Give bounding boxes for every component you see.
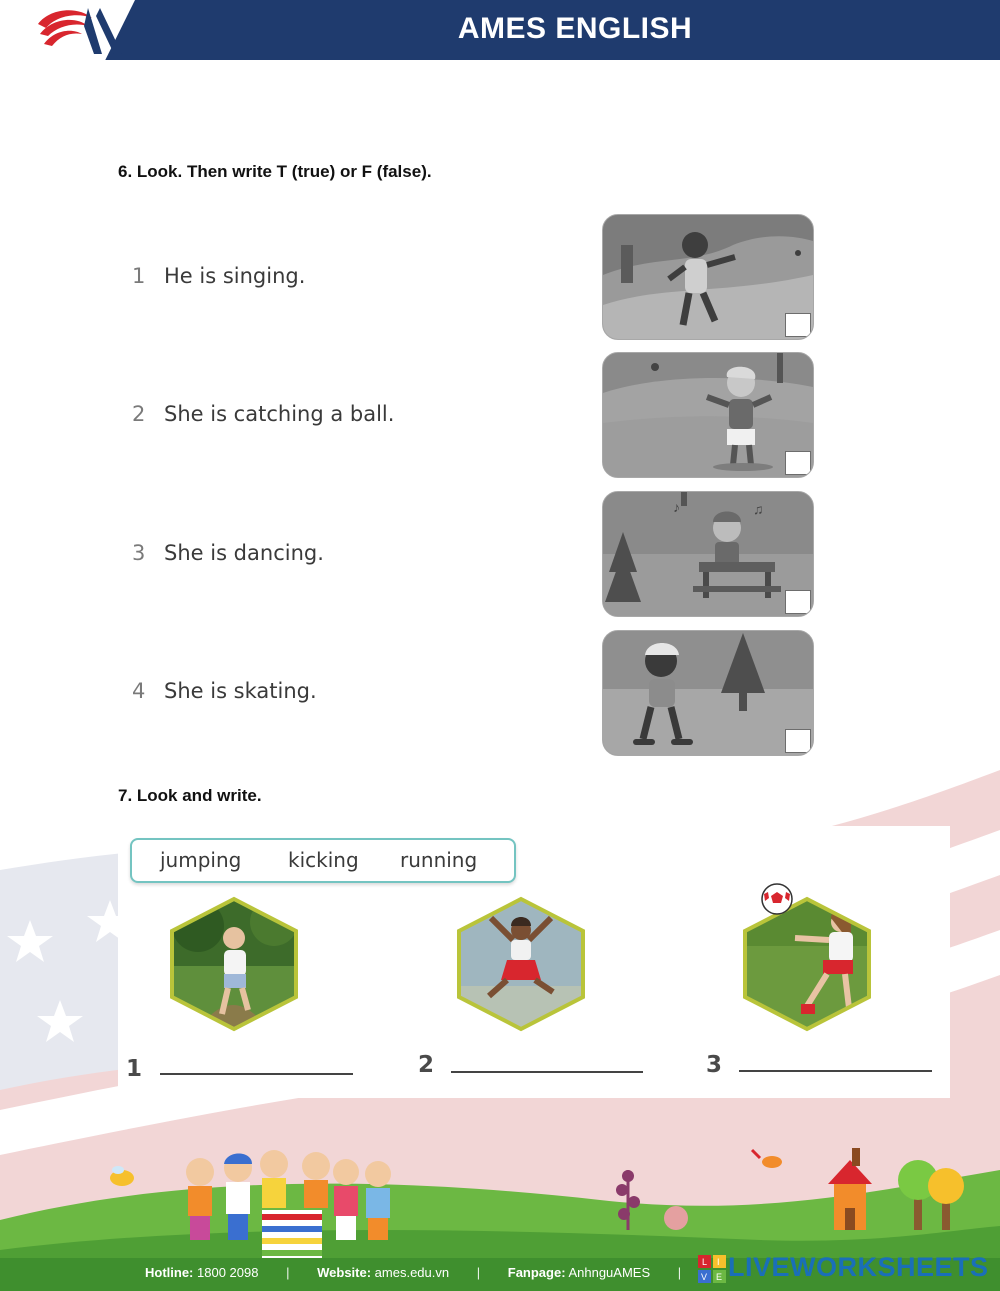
- picture-girl-with-hands-out: [602, 352, 814, 478]
- photo-boy-running: [168, 896, 300, 1032]
- liveworksheets-watermark: LIVEWORKSHEETS: [728, 1252, 989, 1282]
- svg-text:♫: ♫: [753, 501, 764, 517]
- answer-box-3[interactable]: [785, 590, 811, 614]
- website-label: Website:: [317, 1265, 372, 1280]
- exercise-6-title: 6. Look. Then write T (true) or F (false).: [118, 162, 432, 181]
- write-number-2: 2: [418, 1052, 435, 1078]
- fanpage-value[interactable]: AnhnguAMES: [568, 1265, 651, 1280]
- picture-girl-on-skates: [602, 630, 814, 756]
- write-line-3[interactable]: [739, 1070, 932, 1072]
- sentence-number: 3: [132, 541, 146, 565]
- footer-separator: |: [677, 1265, 682, 1280]
- answer-box-2[interactable]: [785, 451, 811, 475]
- photo-girl-kicking-ball: [741, 896, 873, 1032]
- exercise-7-title: 7. Look and write.: [118, 786, 262, 805]
- footer-contact: [145, 1265, 708, 1282]
- sentence-text: She is dancing.: [164, 541, 324, 565]
- sentence-number: 4: [132, 679, 146, 703]
- picture-girl-on-bench: [602, 491, 814, 617]
- fanpage-label: Fanpage:: [507, 1265, 566, 1280]
- word-bank-item: kicking: [288, 848, 359, 872]
- hotline-label: Hotline:: [145, 1265, 194, 1280]
- sentence-1: [132, 264, 305, 288]
- photo-girl-jumping: [455, 896, 587, 1032]
- write-number-3: 3: [706, 1052, 723, 1078]
- sentence-text: She is skating.: [164, 679, 317, 703]
- word-bank-item: running: [400, 848, 478, 872]
- svg-text:L: L: [702, 1257, 708, 1267]
- svg-text:E: E: [716, 1272, 723, 1282]
- write-number-1: 1: [126, 1056, 143, 1082]
- picture-boy-walking: [602, 214, 814, 340]
- website-value[interactable]: ames.edu.vn: [374, 1265, 450, 1280]
- sentence-number: 1: [132, 264, 146, 288]
- footer-separator: |: [286, 1265, 290, 1280]
- soccer-ball-icon: [760, 882, 794, 916]
- page-title: AMES ENGLISH: [457, 12, 693, 45]
- sentence-text: He is singing.: [164, 264, 306, 288]
- hotline-value: 1800 2098: [197, 1265, 259, 1280]
- write-line-2[interactable]: [451, 1071, 643, 1073]
- svg-text:♪: ♪: [673, 499, 680, 515]
- svg-text:I: I: [717, 1257, 720, 1267]
- word-bank-item: jumping: [160, 848, 242, 872]
- sentence-2: [132, 402, 394, 426]
- word-bank: [130, 838, 516, 883]
- liveworksheets-badge-icon: [698, 1255, 726, 1283]
- answer-box-4[interactable]: [785, 729, 811, 753]
- sentence-3: [132, 541, 324, 565]
- sentence-4: [132, 679, 317, 703]
- answer-box-1[interactable]: [785, 313, 811, 337]
- ames-logo-icon: [30, 4, 130, 58]
- sentence-text: She is catching a ball.: [164, 402, 395, 426]
- svg-text:V: V: [701, 1272, 708, 1282]
- write-line-1[interactable]: [160, 1073, 353, 1075]
- sentence-number: 2: [132, 402, 146, 426]
- footer-separator: |: [476, 1265, 481, 1280]
